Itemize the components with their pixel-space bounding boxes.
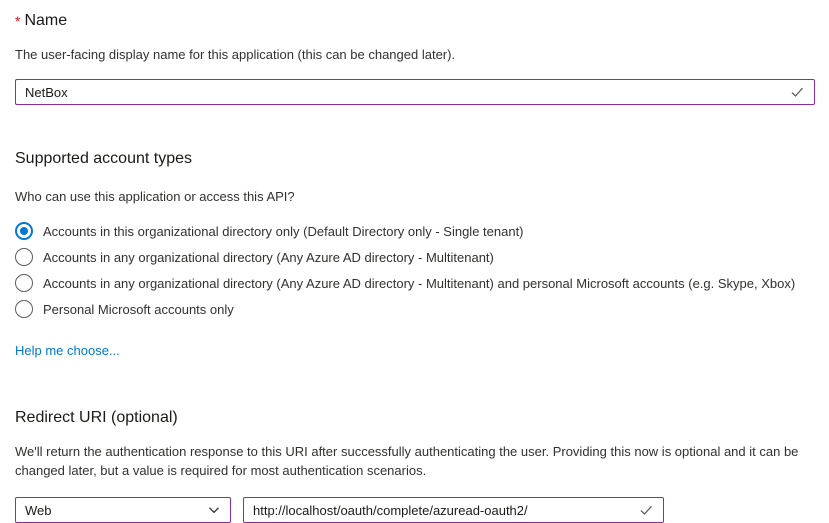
account-types-radio-group	[15, 218, 815, 322]
radio-option-label: Accounts in any organizational directory (Any Azure AD directory - Multitenant) and personal Microsoft accounts (e.g. Skype, Xbox)	[43, 275, 796, 291]
name-input-wrap	[15, 79, 815, 105]
name-label: Name	[24, 12, 68, 29]
radio-option-single-tenant[interactable]	[15, 218, 815, 244]
account-types-question: Who can use this application or access this API?	[15, 189, 295, 204]
supported-account-types-section	[15, 149, 815, 360]
required-asterisk: *	[15, 13, 21, 29]
radio-option-label: Personal Microsoft accounts only	[43, 301, 234, 317]
radio-option-multitenant[interactable]	[15, 244, 815, 270]
redirect-uri-description: We'll return the authentication response to this URI after successfully authenticating the user. Providing this now is optional and it can be changed later, but a value is required for most authentication scenarios.	[15, 444, 799, 478]
redirect-uri-section	[15, 408, 815, 523]
name-section-heading	[15, 11, 815, 31]
platform-select-value: Web	[25, 502, 52, 518]
name-input[interactable]	[15, 79, 815, 105]
chevron-down-icon	[207, 503, 221, 517]
radio-unselected-icon	[15, 300, 33, 318]
account-types-heading: Supported account types	[15, 150, 193, 167]
radio-option-multitenant-personal[interactable]	[15, 270, 815, 296]
radio-selected-icon	[15, 222, 33, 240]
redirect-uri-input-wrap	[243, 497, 664, 523]
redirect-uri-input[interactable]	[243, 497, 664, 523]
radio-unselected-icon	[15, 274, 33, 292]
help-me-choose-link[interactable]: Help me choose...	[15, 343, 120, 358]
radio-option-label: Accounts in this organizational directory only (Default Directory only - Single tenant)	[43, 223, 524, 239]
redirect-uri-row	[15, 497, 815, 523]
name-section	[15, 11, 815, 105]
radio-unselected-icon	[15, 248, 33, 266]
platform-select[interactable]	[15, 497, 231, 523]
radio-option-label: Accounts in any organizational directory (Any Azure AD directory - Multitenant)	[43, 249, 494, 265]
redirect-uri-heading: Redirect URI (optional)	[15, 409, 178, 426]
name-description: The user-facing display name for this application (this can be changed later).	[15, 47, 456, 62]
radio-option-personal-only[interactable]	[15, 296, 815, 322]
